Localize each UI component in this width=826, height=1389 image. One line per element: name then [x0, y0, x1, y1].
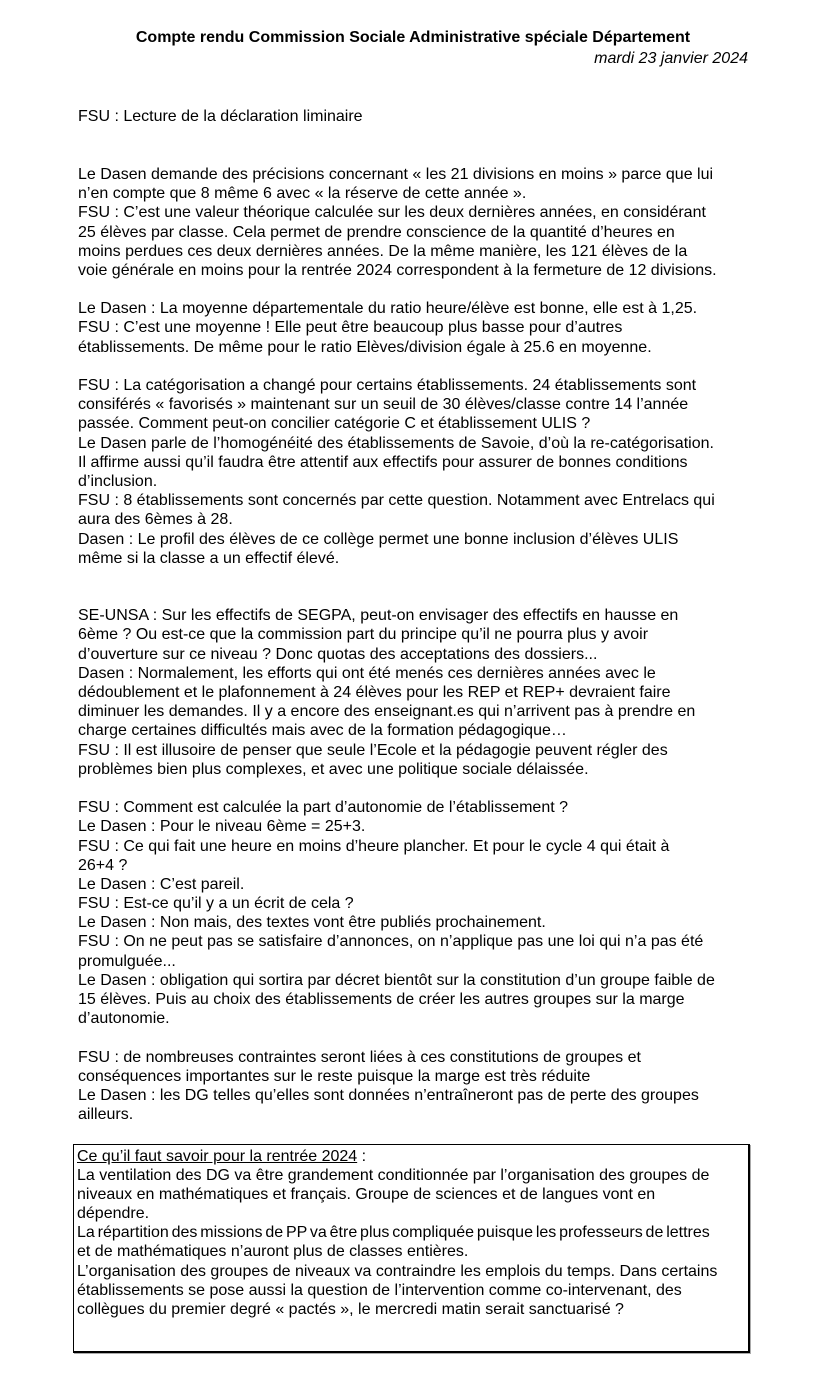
- text-line: d’inclusion.: [78, 472, 158, 490]
- box-heading-colon: :: [357, 1147, 367, 1165]
- text-line: FSU : Lecture de la déclaration liminaire: [78, 108, 363, 126]
- summary-box: [73, 1144, 750, 1354]
- text-line: ailleurs.: [78, 1106, 134, 1124]
- text-line: FSU : Comment est calculée la part d’autonomie de l’établissement ?: [78, 799, 569, 817]
- text-line: SE-UNSA : Sur les effectifs de SEGPA, peut-on envisager des effectifs en hausse en: [78, 607, 679, 625]
- text-line: Le Dasen : obligation qui sortira par décret bientôt sur la constitution d’un groupe faible de: [78, 971, 715, 989]
- text-line: FSU : Est-ce qu’il y a un écrit de cela ?: [78, 895, 354, 913]
- spacer: [78, 779, 748, 798]
- paragraph-liminaire: [78, 107, 748, 126]
- text-line: La ventilation des DG va être grandement conditionnée par l’organisation des groupes de: [77, 1166, 710, 1184]
- text-line: Le Dasen : La moyenne départementale du ratio heure/élève est bonne, elle est à 1,25.: [78, 300, 698, 318]
- spacer: [78, 357, 748, 376]
- text-line: FSU : de nombreuses contraintes seront liées à ces constitutions de groupes et: [78, 1048, 641, 1066]
- text-line: Le Dasen : C’est pareil.: [78, 875, 245, 893]
- text-line: même si la classe a un effectif élevé.: [78, 549, 340, 567]
- text-line: FSU : La catégorisation a changé pour certains établissements. 24 établissements sont: [78, 377, 697, 395]
- paragraph-divisions: [78, 165, 748, 280]
- text-line: promulguée...: [78, 952, 176, 970]
- spacer: [78, 1124, 748, 1143]
- text-line: FSU : 8 établissements sont concernés par cette question. Notamment avec Entrelacs qui: [78, 492, 715, 510]
- text-line: passée. Comment peut-on concilier catégorie C et établissement ULIS ?: [78, 415, 591, 433]
- text-line: Le Dasen parle de l’homogénéité des établissements de Savoie, d’où la re-catégorisation.: [78, 434, 714, 452]
- text-line: FSU : On ne peut pas se satisfaire d’annonces, on n’applique pas une loi qui n’a pas été: [78, 933, 704, 951]
- spacer: [78, 1028, 748, 1047]
- text-line: voie générale en moins pour la rentrée 2024 correspondent à la fermeture de 12 divisions.: [78, 261, 717, 279]
- text-line: Il affirme aussi qu’il faudra être attentif aux effectifs pour assurer de bonnes conditions: [78, 453, 688, 471]
- text-line: problèmes bien plus complexes, et avec une politique sociale délaissée.: [78, 760, 589, 778]
- text-line: établissements. De même pour le ratio Elèves/division égale à 25.6 en moyenne.: [78, 338, 652, 356]
- text-line: dépendre.: [77, 1205, 150, 1223]
- text-line: 6ème ? Ou est-ce que la commission part du principe qu’il ne pourra plus y avoir: [78, 626, 649, 644]
- text-line: diminuer les demandes. Il y a encore des enseignant.es qui n’arrivent pas à prendre en: [78, 703, 696, 721]
- text-line: et de mathématiques n’auront plus de classes entières.: [77, 1243, 469, 1261]
- text-line: aura des 6èmes à 28.: [78, 511, 233, 529]
- paragraph-categorisation: [78, 376, 748, 568]
- text-line: FSU : Il est illusoire de penser que seule l’Ecole et la pédagogie peuvent régler des: [78, 741, 668, 759]
- text-line: consiférés « favorisés » maintenant sur un seuil de 30 élèves/classe contre 14 l’année: [78, 396, 689, 414]
- paragraph-ratio: [78, 299, 748, 357]
- text-line: Le Dasen : Pour le niveau 6ème = 25+3.: [78, 818, 366, 836]
- text-line: 25 élèves par classe. Cela permet de prendre conscience de la quantité d’heures en: [78, 223, 675, 241]
- text-line: collègues du premier degré « pactés », le mercredi matin serait sanctuarisé ?: [77, 1301, 624, 1319]
- spacer: [78, 69, 748, 107]
- box-heading-text: Ce qu’il faut savoir pour la rentrée 2024: [77, 1147, 358, 1165]
- text-line: conséquences importantes sur le reste puisque la marge est très réduite: [78, 1067, 591, 1085]
- text-line: niveaux en mathématiques et français. Groupe de sciences et de langues vont en: [77, 1185, 656, 1203]
- text-line: charge certaines difficultés mais avec de la formation pédagogique…: [78, 722, 567, 740]
- paragraph-contraintes: [78, 1048, 748, 1125]
- text-line: dédoublement et le plafonnement à 24 élèves pour les REP et REP+ devraient faire: [78, 684, 671, 702]
- document-date: mardi 23 janvier 2024: [594, 50, 748, 67]
- paragraph-segpa: [78, 606, 748, 779]
- text-line: La répartition des missions de PP va être plus compliquée puisque les professeurs de lettres: [77, 1224, 710, 1242]
- text-line: 26+4 ?: [78, 856, 128, 874]
- paragraph-autonomie: [78, 798, 748, 1028]
- text-line: n’en compte que 8 même 6 avec « la réserve de cette année ».: [78, 185, 527, 203]
- document-title: Compte rendu Commission Sociale Administrative spéciale Département: [135, 29, 691, 46]
- text-line: d’autonomie.: [78, 1010, 170, 1028]
- text-line: L’organisation des groupes de niveaux va contraindre les emplois du temps. Dans certains: [77, 1262, 718, 1280]
- text-line: 15 élèves. Puis au choix des établissements de créer les autres groupes sur la marge: [78, 991, 685, 1009]
- spacer: [78, 568, 748, 606]
- text-line: Le Dasen : les DG telles qu’elles sont données n’entraîneront pas de perte des groupes: [78, 1086, 699, 1104]
- text-line: Le Dasen demande des précisions concernant « les 21 divisions en moins » parce que lui: [78, 165, 714, 183]
- text-line: Dasen : Normalement, les efforts qui ont été menés ces dernières années avec le: [78, 664, 656, 682]
- text-line: établissements se pose aussi la question de l’intervention comme co-intervenant, des: [77, 1281, 682, 1299]
- spacer: [78, 127, 748, 165]
- text-line: moins perdues ces deux dernières années. De la même manière, les 121 élèves de la: [78, 242, 688, 260]
- text-line: Le Dasen : Non mais, des textes vont être publiés prochainement.: [78, 914, 546, 932]
- spacer: [78, 280, 748, 299]
- box-heading: [77, 1147, 748, 1166]
- text-line: Dasen : Le profil des élèves de ce collège permet une bonne inclusion d’élèves ULIS: [78, 530, 679, 548]
- spacer: [77, 1319, 748, 1351]
- text-line: FSU : C’est une valeur théorique calculée sur les deux dernières années, en considérant: [78, 204, 706, 222]
- text-line: FSU : Ce qui fait une heure en moins d’heure plancher. Et pour le cycle 4 qui était à: [78, 837, 670, 855]
- text-line: FSU : C’est une moyenne ! Elle peut être beaucoup plus basse pour d’autres: [78, 319, 623, 337]
- text-line: d’ouverture sur ce niveau ? Donc quotas des acceptations des dossiers...: [78, 645, 598, 663]
